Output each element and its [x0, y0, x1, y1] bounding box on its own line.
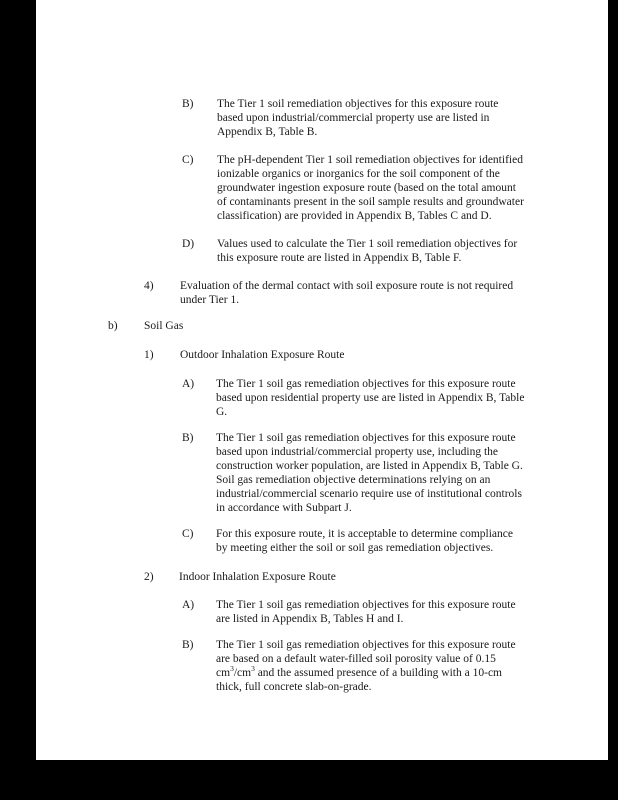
- text-line: The Tier 1 soil gas remediation objectives for this exposure route: [216, 432, 516, 444]
- text-line: thick, full concrete slab-on-grade.: [216, 681, 372, 693]
- item-marker-D: D): [182, 238, 195, 250]
- text-line: based upon residential property use are listed in Appendix B, Table: [216, 392, 525, 404]
- paragraph-b1B: [217, 97, 498, 139]
- item-marker-C: C): [182, 528, 194, 540]
- text-line: The Tier 1 soil gas remediation objectives for this exposure route: [216, 599, 516, 611]
- document-page: [36, 0, 608, 760]
- subheading-indoor-inhalation: Indoor Inhalation Exposure Route: [179, 571, 336, 583]
- item-marker-2: 2): [144, 571, 154, 583]
- text-line: construction worker population, are listed in Appendix B, Table G.: [216, 460, 523, 472]
- text-line: groundwater ingestion exposure route (based on the total amount: [217, 182, 516, 194]
- text-line: Soil gas remediation objective determinations relying on an: [216, 474, 491, 486]
- item-marker-1: 1): [144, 349, 154, 361]
- item-marker-B: B): [182, 98, 194, 110]
- text-line: are based on a default water-filled soil porosity value of 0.15: [216, 653, 496, 665]
- superscript: 3: [230, 664, 234, 674]
- text-line: G.: [216, 406, 228, 418]
- item-marker-B: B): [182, 432, 194, 444]
- paragraph-b1D: [217, 237, 517, 265]
- paragraph-sg1B: [216, 431, 523, 515]
- text-line: industrial/commercial scenario require use of institutional controls: [216, 488, 522, 500]
- paragraph-sg1C: [216, 527, 513, 555]
- section-heading-soil-gas: Soil Gas: [144, 320, 184, 332]
- text-line: [216, 666, 516, 680]
- text-run: and the assumed presence of a building with a 10-cm: [254, 667, 502, 679]
- text-line: classification) are provided in Appendix B, Tables C and D.: [217, 210, 492, 222]
- text-line: are listed in Appendix B, Tables H and I.: [216, 613, 404, 625]
- text-line: by meeting either the soil or soil gas remediation objectives.: [216, 542, 494, 554]
- paragraph-item4: [180, 279, 513, 307]
- section-marker-b: b): [108, 320, 118, 332]
- superscript: 3: [251, 664, 255, 674]
- unit-per-cm: /cm: [233, 667, 252, 679]
- text-line: ionizable organics or inorganics for the soil component of the: [217, 168, 500, 180]
- text-line: this exposure route are listed in Appendix B, Table F.: [217, 252, 462, 264]
- text-line: For this exposure route, it is acceptable to determine compliance: [216, 528, 513, 540]
- item-marker-C: C): [182, 154, 194, 166]
- text-line: Values used to calculate the Tier 1 soil remediation objectives for: [217, 238, 518, 250]
- text-line: The Tier 1 soil gas remediation objectives for this exposure route: [216, 378, 516, 390]
- paragraph-sg1A: [216, 377, 524, 419]
- item-marker-A: A): [182, 378, 195, 390]
- item-marker-A: A): [182, 599, 195, 611]
- text-line: The Tier 1 soil remediation objectives for this exposure route: [217, 98, 499, 110]
- paragraph-b1C: [217, 153, 524, 223]
- text-line: of contaminants present in the soil sample results and groundwater: [217, 196, 524, 208]
- text-line: based upon industrial/commercial property use, including the: [216, 446, 498, 458]
- unit-cm: cm: [216, 667, 231, 679]
- text-line: The Tier 1 soil gas remediation objectives for this exposure route: [216, 639, 516, 651]
- text-line: under Tier 1.: [180, 294, 240, 306]
- paragraph-sg2A: [216, 598, 516, 626]
- text-line: in accordance with Subpart J.: [216, 502, 352, 514]
- subheading-outdoor-inhalation: Outdoor Inhalation Exposure Route: [180, 349, 345, 361]
- text-line: based upon industrial/commercial property use are listed in: [217, 112, 490, 124]
- item-marker-4: 4): [144, 280, 154, 292]
- paragraph-sg2B: [216, 638, 516, 694]
- text-line: Evaluation of the dermal contact with soil exposure route is not required: [180, 280, 514, 292]
- text-line: Appendix B, Table B.: [217, 126, 318, 138]
- item-marker-B: B): [182, 639, 194, 651]
- text-line: The pH-dependent Tier 1 soil remediation objectives for identified: [217, 154, 523, 166]
